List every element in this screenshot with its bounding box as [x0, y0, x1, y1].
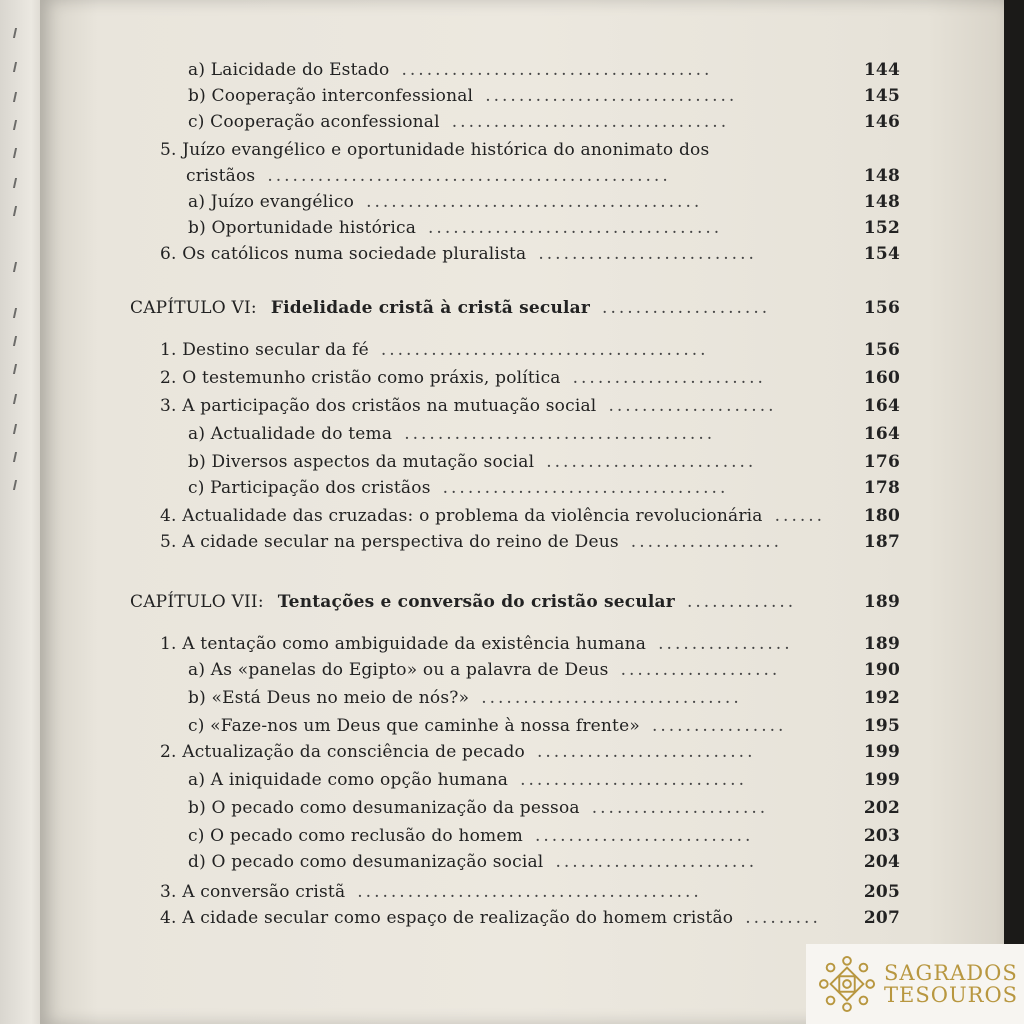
toc-entry [40, 166, 1004, 194]
toc-entry-text: b) Diversos aspectos da mutação social [188, 452, 535, 472]
toc-entry [40, 506, 1004, 534]
toc-leader-dots: ........................ [555, 852, 758, 872]
book-page [40, 0, 1004, 1024]
toc-page-number: 203 [863, 826, 900, 846]
toc-leader-dots: .......................... [534, 826, 754, 846]
toc-entry [40, 660, 1004, 688]
toc-chapter-label: CAPÍTULO VI: [130, 298, 257, 318]
toc-page-number: 205 [863, 882, 900, 902]
toc-page-number: 180 [863, 506, 900, 526]
toc-leader-dots: ......................... [546, 452, 757, 472]
toc-entry [40, 826, 1004, 854]
toc-entry [40, 716, 1004, 744]
toc-chapter-heading [40, 298, 1004, 326]
margin-mark [13, 394, 23, 404]
toc-leader-dots: ....................................... [380, 340, 709, 360]
margin-mark [13, 62, 23, 72]
toc-leader-dots: ....................... [572, 368, 766, 388]
toc-leader-dots: ..................... [591, 798, 769, 818]
toc-entry-text: b) «Está Deus no meio de nós?» [188, 688, 470, 708]
toc-leader-dots: ................................. [451, 112, 730, 132]
toc-entry [40, 140, 1004, 168]
margin-mark [13, 148, 23, 158]
toc-chapter-title [130, 592, 675, 612]
toc-leader-dots: ......... [745, 908, 821, 928]
toc-page-number: 204 [863, 852, 900, 872]
toc-leader-dots: ..................................... [404, 424, 716, 444]
toc-entry [40, 882, 1004, 910]
margin-mark [13, 92, 23, 102]
toc-page-number: 176 [863, 452, 900, 472]
toc-leader-dots: ...... [774, 506, 826, 526]
toc-entry-text: b) Cooperação interconfessional [188, 86, 474, 106]
toc-page-number: 187 [863, 532, 900, 552]
toc-page-number: 199 [863, 742, 900, 762]
toc-entry-text: 1. A tentação como ambiguidade da existência humana [160, 634, 647, 654]
toc-entry [40, 742, 1004, 770]
toc-entry [40, 852, 1004, 880]
toc-page-number: 199 [863, 770, 900, 790]
toc-entry [40, 86, 1004, 114]
toc-entry-text: 3. A conversão cristã [160, 882, 346, 902]
toc-page-number: 154 [863, 244, 900, 264]
toc-entry [40, 798, 1004, 826]
toc-leader-dots: ................................................ [267, 166, 671, 186]
toc-entry [40, 532, 1004, 560]
toc-leader-dots: .................... [608, 396, 777, 416]
toc-leader-dots: .............................. [485, 86, 738, 106]
toc-leader-dots: .......................... [538, 244, 757, 264]
toc-entry [40, 340, 1004, 368]
toc-entry [40, 192, 1004, 220]
toc-leader-dots: ................................... [428, 218, 723, 238]
toc-entry [40, 244, 1004, 272]
toc-page-number: 192 [863, 688, 900, 708]
toc-entry-text: 2. Actualização da consciência de pecado [160, 742, 525, 762]
toc-entry [40, 908, 1004, 936]
toc-entry-text: 5. A cidade secular na perspectiva do reino de Deus [160, 532, 619, 552]
toc-entry-text: 6. Os católicos numa sociedade pluralista [160, 244, 527, 264]
toc-entry [40, 770, 1004, 798]
watermark-text [884, 962, 1018, 1006]
toc-entry-text: 4. A cidade secular como espaço de realização do homem cristão [160, 908, 734, 928]
toc-entry-text: a) Actualidade do tema [188, 424, 393, 444]
toc-entry [40, 688, 1004, 716]
toc-entry [40, 478, 1004, 506]
toc-page-number: 156 [863, 298, 900, 318]
toc-leader-dots: ............. [686, 592, 797, 612]
toc-entry-text: 3. A participação dos cristãos na mutuação social [160, 396, 597, 416]
toc-entry-text: 2. O testemunho cristão como práxis, política [160, 368, 561, 388]
watermark-logo [806, 944, 1024, 1024]
toc-page-number: 146 [863, 112, 900, 132]
margin-mark [13, 206, 23, 216]
toc-entry [40, 112, 1004, 140]
toc-page-number: 202 [863, 798, 900, 818]
toc-entry-text: c) «Faze-nos um Deus que caminhe à nossa frente» [188, 716, 640, 736]
toc-leader-dots: ................ [651, 716, 787, 736]
toc-page-number: 148 [863, 192, 900, 212]
toc-leader-dots: ..................................... [401, 60, 713, 80]
toc-page-number: 148 [863, 166, 900, 186]
toc-entry-text: a) Laicidade do Estado [188, 60, 390, 80]
toc-entry [40, 634, 1004, 662]
toc-page-number: 178 [863, 478, 900, 498]
toc-chapter-text: Tentações e conversão do cristão secular [277, 592, 675, 612]
toc-entry [40, 60, 1004, 88]
margin-mark [13, 452, 23, 462]
toc-leader-dots: ......................................... [357, 882, 702, 902]
toc-leader-dots: ................ [658, 634, 793, 654]
toc-page-number: 156 [863, 340, 900, 360]
toc-entry-text: c) Participação dos cristãos [188, 478, 431, 498]
toc-entry [40, 424, 1004, 452]
toc-leader-dots: .......................... [536, 742, 756, 762]
toc-entry [40, 396, 1004, 424]
toc-page-number: 189 [863, 634, 900, 654]
toc-entry [40, 218, 1004, 246]
margin-mark [13, 262, 23, 272]
toc-entry-text: c) O pecado como reclusão do homem [188, 826, 523, 846]
toc-page-number: 164 [863, 396, 900, 416]
toc-leader-dots: ........................... [520, 770, 747, 790]
toc-entry-text: 4. Actualidade das cruzadas: o problema da violência revolucionária [160, 506, 763, 526]
toc-entry-text: d) O pecado como desumanização social [188, 852, 544, 872]
margin-mark [13, 336, 23, 346]
toc-page-number: 195 [863, 716, 900, 736]
toc-leader-dots: ............................... [481, 688, 742, 708]
toc-entry [40, 452, 1004, 480]
watermark-line-1: SAGRADOS [884, 961, 1018, 985]
toc-entry-text: 5. Juízo evangélico e oportunidade histórica do anonimato dos [160, 140, 710, 160]
toc-entry-text: b) Oportunidade histórica [188, 218, 417, 238]
toc-entry-text: c) Cooperação aconfessional [188, 112, 440, 132]
toc-chapter-title [130, 298, 590, 318]
toc-leader-dots: .................. [630, 532, 783, 552]
toc-chapter-text: Fidelidade cristã à cristã secular [270, 298, 591, 318]
margin-mark [13, 28, 23, 38]
toc-leader-dots: .................... [602, 298, 771, 318]
toc-page-number: 164 [863, 424, 900, 444]
margin-mark [13, 480, 23, 490]
toc-page-number: 160 [863, 368, 900, 388]
watermark-line-2: TESOUROS [884, 983, 1019, 1007]
ornament-icon [818, 955, 876, 1013]
toc-page-number: 190 [863, 660, 900, 680]
margin-mark [13, 120, 23, 130]
margin-mark [13, 364, 23, 374]
toc-entry-text: b) O pecado como desumanização da pessoa [188, 798, 580, 818]
toc-leader-dots: .................................. [442, 478, 729, 498]
margin-mark [13, 308, 23, 318]
toc-entry-text: a) A iniquidade como opção humana [188, 770, 509, 790]
toc-leader-dots: ................... [620, 660, 781, 680]
toc-page-number: 144 [863, 60, 900, 80]
toc-entry-text: a) Juízo evangélico [188, 192, 355, 212]
toc-entry-text: 1. Destino secular da fé [160, 340, 369, 360]
margin-mark [13, 424, 23, 434]
toc-page-number: 145 [863, 86, 900, 106]
toc-page-number: 207 [863, 908, 900, 928]
toc-leader-dots: ........................................ [366, 192, 703, 212]
toc-page-number: 152 [863, 218, 900, 238]
toc-chapter-label: CAPÍTULO VII: [130, 592, 264, 612]
toc-entry-text: a) As «panelas do Egipto» ou a palavra de Deus [188, 660, 609, 680]
toc-entry [40, 368, 1004, 396]
toc-chapter-heading [40, 592, 1004, 620]
toc-page-number: 189 [863, 592, 900, 612]
margin-mark [13, 178, 23, 188]
toc-entry-text: cristãos [186, 166, 256, 186]
